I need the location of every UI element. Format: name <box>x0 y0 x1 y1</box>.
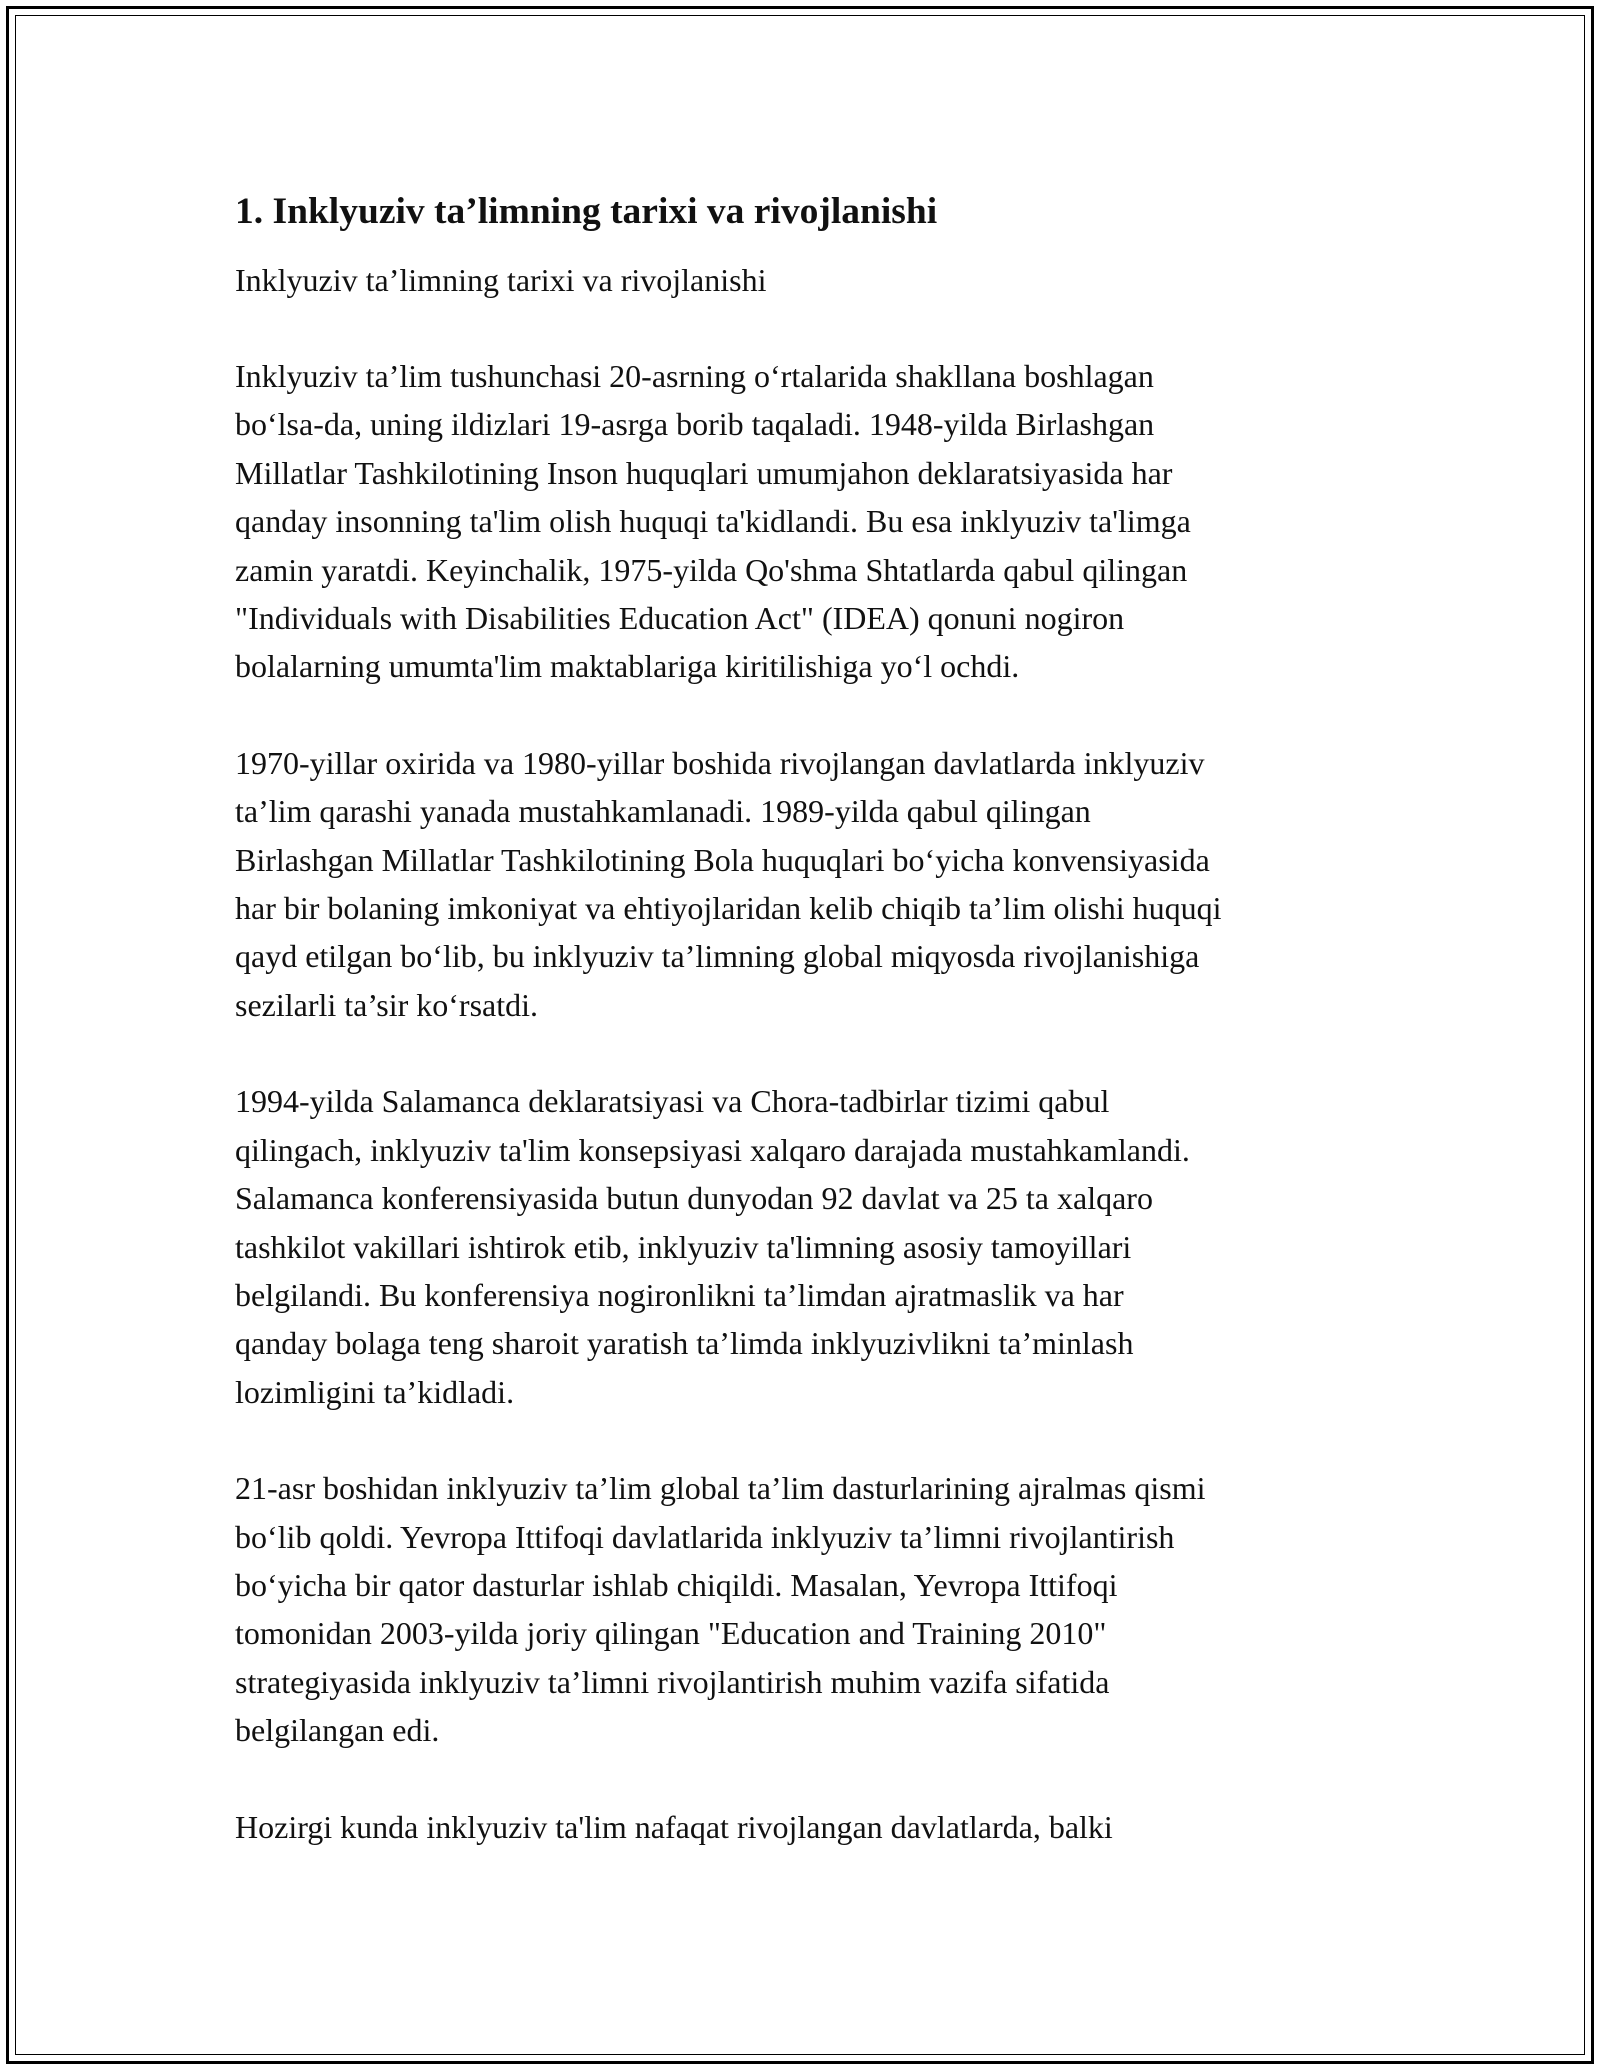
paragraph-line: qanday bolaga teng sharoit yaratish ta’limda inklyuzivlikni ta’minlash <box>235 1325 1134 1362</box>
paragraph-line: qanday insonning ta'lim olish huquqi ta'kidlandi. Bu esa inklyuziv ta'limga <box>235 503 1191 540</box>
section-heading: 1. Inklyuziv ta’limning tarixi va rivojlanishi <box>235 191 938 232</box>
document-body <box>235 188 1385 1899</box>
paragraph-list <box>235 352 1385 1851</box>
paragraph-line: belgilangan edi. <box>235 1712 440 1749</box>
paragraph <box>235 739 1385 1029</box>
paragraph-line: 1970-yillar oxirida va 1980-yillar boshida rivojlangan davlatlarda inklyuziv <box>235 744 1205 781</box>
paragraph-line: bo‘yicha bir qator dasturlar ishlab chiqildi. Masalan, Yevropa Ittifoqi <box>235 1566 1118 1603</box>
paragraph-line: tomonidan 2003-yilda joriy qilingan "Education and Training 2010" <box>235 1615 1107 1652</box>
paragraph <box>235 352 1385 691</box>
paragraph-line: Salamanca konferensiyasida butun dunyodan 92 davlat va 25 ta xalqaro <box>235 1180 1153 1217</box>
paragraph-line: qayd etilgan bo‘lib, bu inklyuziv ta’limning global miqyosda rivojlanishiga <box>235 938 1200 975</box>
paragraph-line: har bir bolaning imkoniyat va ehtiyojlaridan kelib chiqib ta’lim olishi huquqi <box>235 890 1222 927</box>
paragraph-line: Birlashgan Millatlar Tashkilotining Bola huquqlari bo‘yicha konvensiyasida <box>235 841 1210 878</box>
paragraph-line: tashkilot vakillari ishtirok etib, inklyuziv ta'limning asosiy tamoyillari <box>235 1228 1132 1265</box>
paragraph-line: strategiyasida inklyuziv ta’limni rivojlantirish muhim vazifa sifatida <box>235 1663 1110 1700</box>
paragraph-line: Inklyuziv ta’lim tushunchasi 20-asrning o‘rtalarida shakllana boshlagan <box>235 358 1154 394</box>
paragraph-line: bo‘lib qoldi. Yevropa Ittifoqi davlatlarida inklyuziv ta’limni rivojlantirish <box>235 1518 1175 1555</box>
paragraph <box>235 1803 1385 1851</box>
paragraph <box>235 1077 1385 1416</box>
paragraph-line: ta’lim qarashi yanada mustahkamlanadi. 1989-yilda qabul qilingan <box>235 793 1091 830</box>
paragraph-line: bo‘lsa-da, uning ildizlari 19-asrga borib taqaladi. 1948-yilda Birlashgan <box>235 406 1155 443</box>
paragraph-line: bolalarning umumta'lim maktablariga kiritilishiga yo‘l ochdi. <box>235 648 1020 685</box>
paragraph-line: Millatlar Tashkilotining Inson huquqlari umumjahon deklaratsiyasida har <box>235 454 1173 491</box>
paragraph-line: lozimligini ta’kidladi. <box>235 1373 515 1410</box>
paragraph-line: zamin yaratdi. Keyinchalik, 1975-yilda Qo'shma Shtatlarda qabul qilingan <box>235 551 1188 588</box>
paragraph-line: 21-asr boshidan inklyuziv ta’lim global ta’lim dasturlarining ajralmas qismi <box>235 1470 1206 1507</box>
paragraph-line: qilingach, inklyuziv ta'lim konsepsiyasi xalqaro darajada mustahkamlandi. <box>235 1131 1190 1168</box>
paragraph-line: Hozirgi kunda inklyuziv ta'lim nafaqat rivojlangan davlatlarda, balki <box>235 1808 1113 1845</box>
paragraph-line: 1994-yilda Salamanca deklaratsiyasi va Chora-tadbirlar tizimi qabul <box>235 1083 1110 1120</box>
section-subtitle: Inklyuziv ta’limning tarixi va rivojlanishi <box>235 262 767 298</box>
paragraph-line: sezilarli ta’sir ko‘rsatdi. <box>235 986 539 1023</box>
paragraph-line: belgilandi. Bu konferensiya nogironlikni ta’limdan ajratmaslik va har <box>235 1276 1124 1313</box>
paragraph <box>235 1464 1385 1754</box>
paragraph-line: "Individuals with Disabilities Education Act" (IDEA) qonuni nogiron <box>235 600 1125 637</box>
